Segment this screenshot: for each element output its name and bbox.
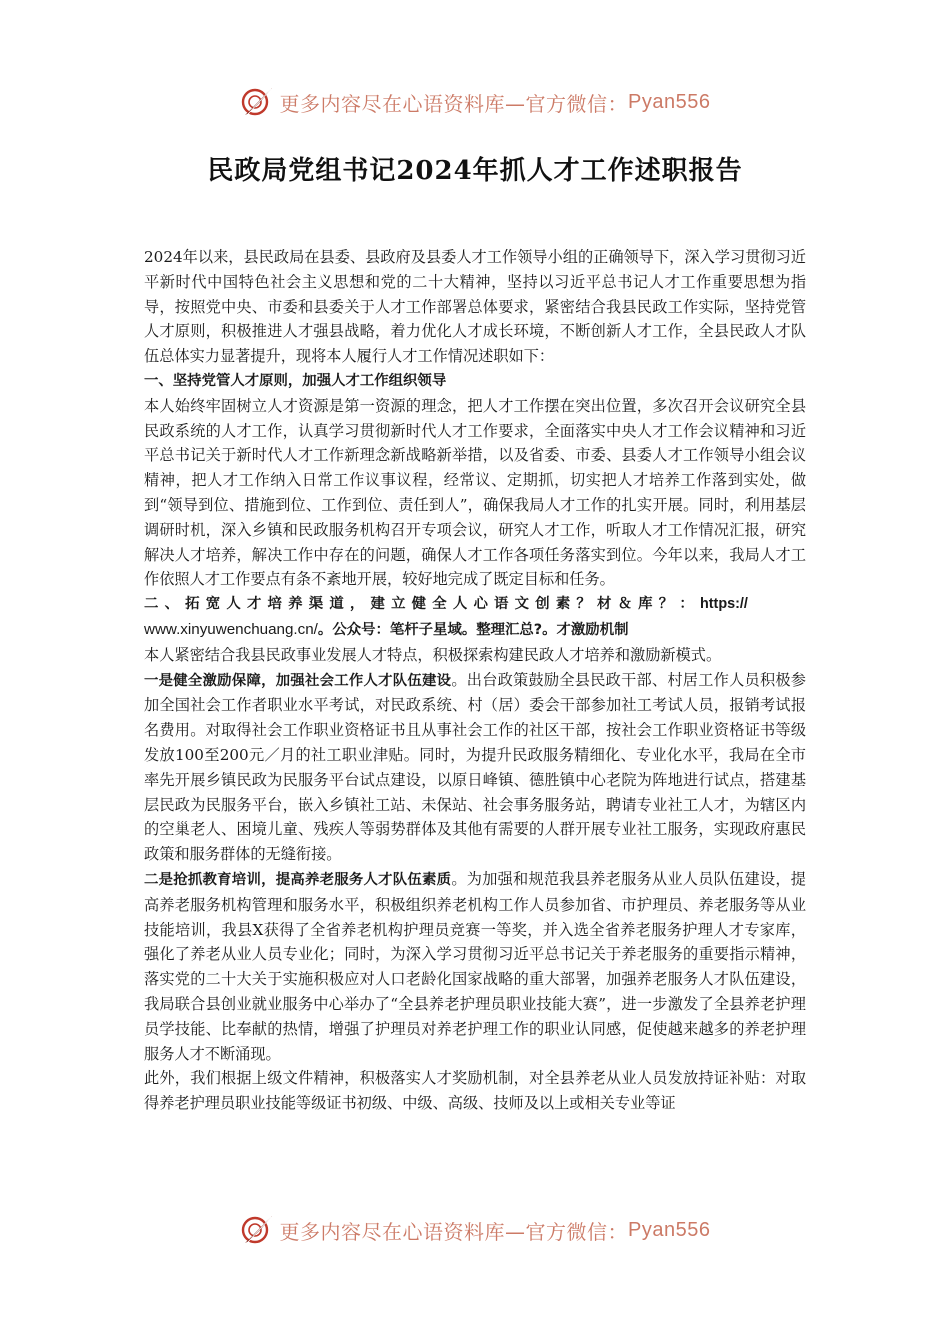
point-1-paragraph: [144, 668, 806, 867]
section-2-url[interactable]: www.xinyuwenchuang.cn/: [144, 620, 318, 638]
point-2-lead: 二是抢抓教育培训，提高养老服务人才队伍素质: [144, 871, 452, 888]
point-2-paragraph: [144, 867, 806, 1066]
point-2-extra: 此外，我们根据上级文件精神，积极落实人才奖励机制，对全县养老从业人员发放持证补贴：对取得养老护理员职业技能等级证书初级、中级、高级、技师及以上或相关专业等证: [144, 1069, 806, 1113]
section-1-body: 本人始终牢固树立人才资源是第一资源的理念，把人才工作摆在突出位置，多次召开会议研究全县民政系统的人才工作，认真学习贯彻新时代人才工作要求，全面落实中央人才工作会议精神和习近平总书记关于新时代人才工作新理念新战略新举措，以及省委、市委、县委人才工作领导小组会议精神，把人才工作纳入日常工作议事议程，经常议、定期抓，切实把人才培养工作落到实处，做到“领导到位、措施到位、工作到位、责任到人”，确保我局人才工作的扎实开展。同时，利用基层调研时机，深入乡镇和民政服务机构召开专项会议，研究人才工作，听取人才工作情况汇报，研究解决人才培养，解决工作中存在的问题，确保人才工作各项任务落实到位。今年以来，我局人才工作依照人才工作要点有条不紊地开展，较好地完成了既定目标和任务。: [144, 396, 806, 589]
banner-text: 更多内容尽在心语资料库—官方微信：: [279, 1219, 629, 1244]
intro-paragraph: 2024年以来，县民政局在县委、县政府及县委人才工作领导小组的正确领导下，深入学习贯彻习近平新时代中国特色社会主义思想和党的二十大精神，坚持以习近平总书记人才工作重要思想为指导，按照党中央、市委和县委关于人才工作部署总体要求，紧密结合我县民政工作实际，坚持党管人才原则，积极推进人才强县战略，着力优化人才成长环境，不断创新人才工作，全县民政人才队伍总体实力显著提升，现将本人履行人才工作情况述职如下：: [144, 248, 806, 366]
section-1-heading: 一、坚持党管人才原则，加强人才工作组织领导: [144, 372, 447, 389]
section-2-heading: [144, 592, 806, 617]
feather-logo-icon: [240, 1213, 274, 1247]
section-2-heading-text: 二、拓宽人才培养渠道，建立健全人心语文创素？材＆库？：: [144, 596, 700, 613]
banner-text: 更多内容尽在心语资料库—官方微信：: [279, 91, 629, 116]
banner-wechat-id: Pyan556: [628, 90, 711, 113]
section-2-intro: 本人紧密结合我县民政事业发展人才特点，积极探索构建民政人才培养和激励新模式。: [144, 645, 722, 664]
point-1-lead: 一是健全激励保障，加强社会工作人才队伍建设: [144, 672, 452, 689]
feather-logo-icon: [240, 85, 274, 119]
header-watermark-banner: [0, 82, 950, 122]
section-2-heading-cont: [144, 617, 806, 643]
banner-wechat-id: Pyan556: [628, 1218, 711, 1241]
point-2-body: 。为加强和规范我县养老服务从业人员队伍建设，提高养老服务机构管理和服务水平，积极组织养老机构工作人员参加省、市护理员、养老服务等从业技能培训，我县X获得了全省养老机构护理员竞赛一等奖，并入选全省养老服务护理人才专家库，强化了养老从业人员专业化；同时，为深入学习贯彻习近平总书记关于养老服务的重要指示精神，落实党的二十大关于实施积极应对人口老龄化国家战略的重大部署，加强养老服务人才队伍建设，我局联合县创业就业服务中心举办了“全县养老护理员职业技能大赛”，进一步激发了全县养老护理员学技能、比奉献的热情，增强了护理员对养老护理工作的职业认同感，促使越来越多的养老护理服务人才不断涌现。: [144, 869, 806, 1063]
document-title: 民政局党组书记2024年抓人才工作述职报告: [207, 156, 743, 186]
footer-watermark-banner: [0, 1210, 950, 1250]
section-2-url-prefix[interactable]: https://: [699, 596, 748, 613]
document-body: [144, 245, 806, 1116]
point-1-body: 。出台政策鼓励全县民政干部、村居工作人员积极参加全国社会工作者职业水平考试，对民政系统、村（居）委会干部参加社工考试人员，报销考试报名费用。对取得社会工作职业资格证书且从事社会工作的社区干部，按社会工作职业资格证书等级发放100至200元／月的社工职业津贴。同时，为提升民政服务精细化、专业化水平，我局在全市率先开展乡镇民政为民服务平台试点建设，以原日峰镇、德胜镇中心老院为阵地进行试点，搭建基层民政为民服务平台，嵌入乡镇社工站、未保站、社会事务服务站，聘请专业社工人才，为辖区内的空巢老人、困境儿童、残疾人等弱势群体及其他有需要的人群开展专业社工服务，实现政府惠民政策和服务群体的无缝衔接。: [144, 670, 806, 864]
section-2-heading-tail: 。公众号：笔杆子星域。整理汇总?。才激励机制: [317, 621, 629, 638]
